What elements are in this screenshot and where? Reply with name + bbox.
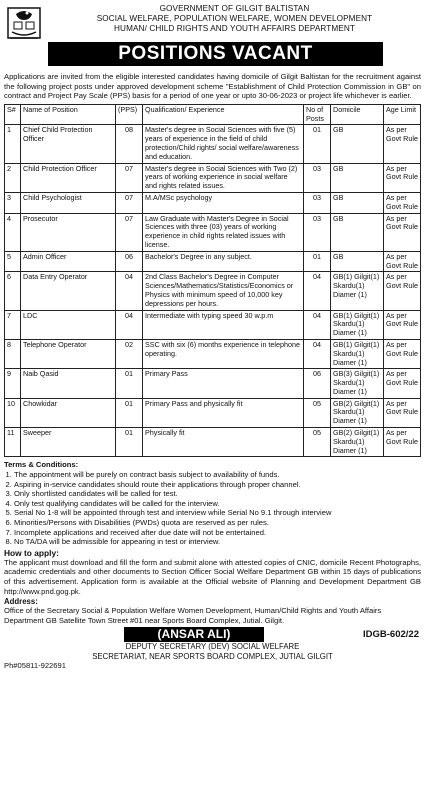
advert-reference: IDGB-602/22 xyxy=(363,629,419,641)
cell-name: Sweeper xyxy=(21,428,116,457)
cell-qualification: Master's degree in Social Sciences with Two (2) years of working experience in social welfare and rights related issues. xyxy=(143,163,304,192)
cell-name: Prosecutor xyxy=(21,213,116,251)
list-item: 5. Serial No 1-8 will be appointed through test and interview while Serial No 9.1 through interview xyxy=(14,508,421,518)
cell-posts: 03 xyxy=(304,163,331,192)
list-item: 8. No TA/DA will be admissible for appearing in test or interview. xyxy=(14,537,421,547)
cell-pps: 08 xyxy=(116,125,143,163)
terms-list xyxy=(4,470,421,547)
table-row xyxy=(5,163,421,192)
cell-pps: 01 xyxy=(116,398,143,427)
cell-age: As per Govt Rule xyxy=(384,369,421,398)
terms-title: Terms & Conditions: xyxy=(4,460,79,470)
cell-sno: 8 xyxy=(5,339,21,368)
cell-pps: 07 xyxy=(116,213,143,251)
list-item: 2. Aspiring in-service candidates should route their applications through proper channel. xyxy=(14,480,421,490)
cell-age: As per Govt Rule xyxy=(384,163,421,192)
cell-pps: 01 xyxy=(116,428,143,457)
cell-name: Chief Child Protection Officer xyxy=(21,125,116,163)
phone-number: Ph#05811-922691 xyxy=(4,661,66,671)
how-to-apply-title: How to apply: xyxy=(4,547,59,558)
cell-qualification: Law Graduate with Master's Degree in Social Sciences with three (03) years of working experience in child rights related issues with license. xyxy=(143,213,304,251)
header-qualification: Qualification/ Experience xyxy=(143,104,304,125)
cell-posts: 03 xyxy=(304,192,331,213)
table-row xyxy=(5,251,421,272)
intro-paragraph: Applications are invited from the eligible interested candidates having domicile of Gilgit Baltistan for the recruitment against the following project posts under approved development scheme "Establishment of Child Protection Commission in GB" on contract and Project Pay Scale (PPS) basis for a period of one year or upto 30-06-2023 or project life whichever is earlier. xyxy=(4,72,421,101)
signatory-office: SECRETARIAT, NEAR SPORTS BOARD COMPLEX, JUTIAL GILGIT xyxy=(92,651,333,661)
list-item: 6. Minorities/Persons with Disabilities (PWDs) quota are reserved as per rules. xyxy=(14,518,421,528)
cell-posts: 04 xyxy=(304,272,331,310)
cell-posts: 04 xyxy=(304,339,331,368)
government-emblem-icon xyxy=(4,4,44,44)
cell-posts: 03 xyxy=(304,213,331,251)
cell-name: Chowkidar xyxy=(21,398,116,427)
cell-name: LDC xyxy=(21,310,116,339)
cell-posts: 05 xyxy=(304,398,331,427)
cell-pps: 01 xyxy=(116,369,143,398)
table-row xyxy=(5,398,421,427)
cell-sno: 6 xyxy=(5,272,21,310)
cell-posts: 06 xyxy=(304,369,331,398)
cell-name: Child Protection Officer xyxy=(21,163,116,192)
header-line-2: SOCIAL WELFARE, POPULATION WELFARE, WOMEN DEVELOPMENT xyxy=(96,14,373,23)
cell-sno: 1 xyxy=(5,125,21,163)
table-row xyxy=(5,428,421,457)
cell-name: Telephone Operator xyxy=(21,339,116,368)
cell-name: Admin Officer xyxy=(21,251,116,272)
cell-domicile: GB xyxy=(331,192,384,213)
cell-age: As per Govt Rule xyxy=(384,125,421,163)
cell-age: As per Govt Rule xyxy=(384,251,421,272)
cell-domicile: GB xyxy=(331,163,384,192)
cell-domicile: GB(2) Gilgit(1) Skardu(1) Diamer (1) xyxy=(331,428,384,457)
table-row xyxy=(5,339,421,368)
address-text: Office of the Secretary Social & Population Welfare Women Development, Human/Child Rights and Youth Affairs Department GB Satellite Town Street #01 near Sports Board Complex, Jutial. Gilgit. xyxy=(4,606,382,625)
cell-qualification: Bachelor's Degree in any subject. xyxy=(143,251,304,272)
list-item: 1. The appointment will be purely on contract basis subject to availability of funds. xyxy=(14,470,421,480)
advertisement-page xyxy=(4,2,421,795)
table-header-row xyxy=(5,104,421,125)
cell-domicile: GB xyxy=(331,125,384,163)
cell-qualification: Master's degree in Social Sciences with five (5) years of experience in the field of child protection/Child rights/ social welfare/awareness and education. xyxy=(143,125,304,163)
table-row xyxy=(5,272,421,310)
list-item: 4. Only test qualifying candidates will be called for the interview. xyxy=(14,499,421,509)
table-row xyxy=(5,192,421,213)
positions-vacant-banner: POSITIONS VACANT xyxy=(48,42,383,66)
cell-pps: 06 xyxy=(116,251,143,272)
cell-posts: 05 xyxy=(304,428,331,457)
cell-qualification: M.A/MSc psychology xyxy=(143,192,304,213)
cell-posts: 01 xyxy=(304,125,331,163)
cell-age: As per Govt Rule xyxy=(384,339,421,368)
cell-domicile: GB(3) Gilgit(1) Skardu(1) Diamer (1) xyxy=(331,369,384,398)
address-title: Address: xyxy=(4,597,38,607)
how-to-apply-text: The applicant must download and fill the form and submit alone with attested copies of CNIC, domicile Recent Photographs, academic credentials and other documents to Section Officer Social Welfare Department GB within 15 days of publications of this advertisement. Application form is available at the Official website of Planning and Development Department GB http://www.pnd.gog.pk. xyxy=(4,557,421,596)
cell-domicile: GB(1) Gilgit(1) Skardu(1) Diamer (1) xyxy=(331,310,384,339)
header-sno: S# xyxy=(5,104,21,125)
cell-domicile: GB xyxy=(331,213,384,251)
department-heading xyxy=(48,4,421,34)
cell-qualification: Primary Pass and physically fit xyxy=(143,398,304,427)
header xyxy=(4,2,421,70)
cell-age: As per Govt Rule xyxy=(384,310,421,339)
cell-pps: 07 xyxy=(116,163,143,192)
list-item: 7. Incomplete applications and received after due date will not be entertained. xyxy=(14,528,421,538)
header-line-3: HUMAN/ CHILD RIGHTS AND YOUTH AFFAIRS DEPARTMENT xyxy=(114,24,355,33)
terms-section xyxy=(4,460,421,546)
cell-name: Data Entry Operator xyxy=(21,272,116,310)
cell-qualification: 2nd Class Bachelor's Degree in Computer Sciences/Mathematics/Statistics/Economics or Physics with minimum speed of 10,000 key depressions per hours. xyxy=(143,272,304,310)
signatory-details xyxy=(4,642,421,661)
header-domicile: Domicile xyxy=(331,104,384,125)
cell-age: As per Govt Rule xyxy=(384,428,421,457)
cell-domicile: GB xyxy=(331,251,384,272)
cell-posts: 01 xyxy=(304,251,331,272)
header-posts: No of Posts xyxy=(304,104,331,125)
cell-sno: 3 xyxy=(5,192,21,213)
header-line-1: GOVERNMENT OF GILGIT BALTISTAN xyxy=(159,4,310,13)
table-row xyxy=(5,213,421,251)
cell-qualification: Physically fit xyxy=(143,428,304,457)
cell-pps: 04 xyxy=(116,272,143,310)
cell-name: Naib Qasid xyxy=(21,369,116,398)
cell-domicile: GB(1) Gilgit(1) Skardu(1) Diamer (1) xyxy=(331,339,384,368)
cell-domicile: GB(2) Gilgit(1) Skardu(1) Diamer (1) xyxy=(331,398,384,427)
cell-name: Child Psychologist xyxy=(21,192,116,213)
cell-sno: 4 xyxy=(5,213,21,251)
cell-pps: 04 xyxy=(116,310,143,339)
cell-age: As per Govt Rule xyxy=(384,272,421,310)
list-item: 3. Only shortlisted candidates will be called for test. xyxy=(14,489,421,499)
cell-age: As per Govt Rule xyxy=(384,192,421,213)
cell-qualification: Primary Pass xyxy=(143,369,304,398)
table-row xyxy=(5,125,421,163)
header-age: Age Limit xyxy=(384,104,421,125)
table-row xyxy=(5,369,421,398)
cell-posts: 04 xyxy=(304,310,331,339)
cell-sno: 2 xyxy=(5,163,21,192)
cell-age: As per Govt Rule xyxy=(384,213,421,251)
header-name: Name of Position xyxy=(21,104,116,125)
signature-block xyxy=(4,627,421,670)
cell-sno: 7 xyxy=(5,310,21,339)
positions-table xyxy=(4,104,421,458)
cell-qualification: SSC with six (6) months experience in telephone operating. xyxy=(143,339,304,368)
signatory-name: (ANSAR ALI) xyxy=(124,627,264,642)
cell-sno: 9 xyxy=(5,369,21,398)
table-row xyxy=(5,310,421,339)
cell-pps: 02 xyxy=(116,339,143,368)
cell-qualification: Intermediate with typing speed 30 w.p.m xyxy=(143,310,304,339)
cell-age: As per Govt Rule xyxy=(384,398,421,427)
header-pps: (PPS) xyxy=(116,104,143,125)
cell-pps: 07 xyxy=(116,192,143,213)
cell-domicile: GB(1) Gilgit(1) Skardu(1) Diamer (1) xyxy=(331,272,384,310)
cell-sno: 5 xyxy=(5,251,21,272)
cell-sno: 10 xyxy=(5,398,21,427)
cell-sno: 11 xyxy=(5,428,21,457)
signatory-designation: DEPUTY SECRETARY (DEV) SOCIAL WELFARE xyxy=(125,642,300,652)
